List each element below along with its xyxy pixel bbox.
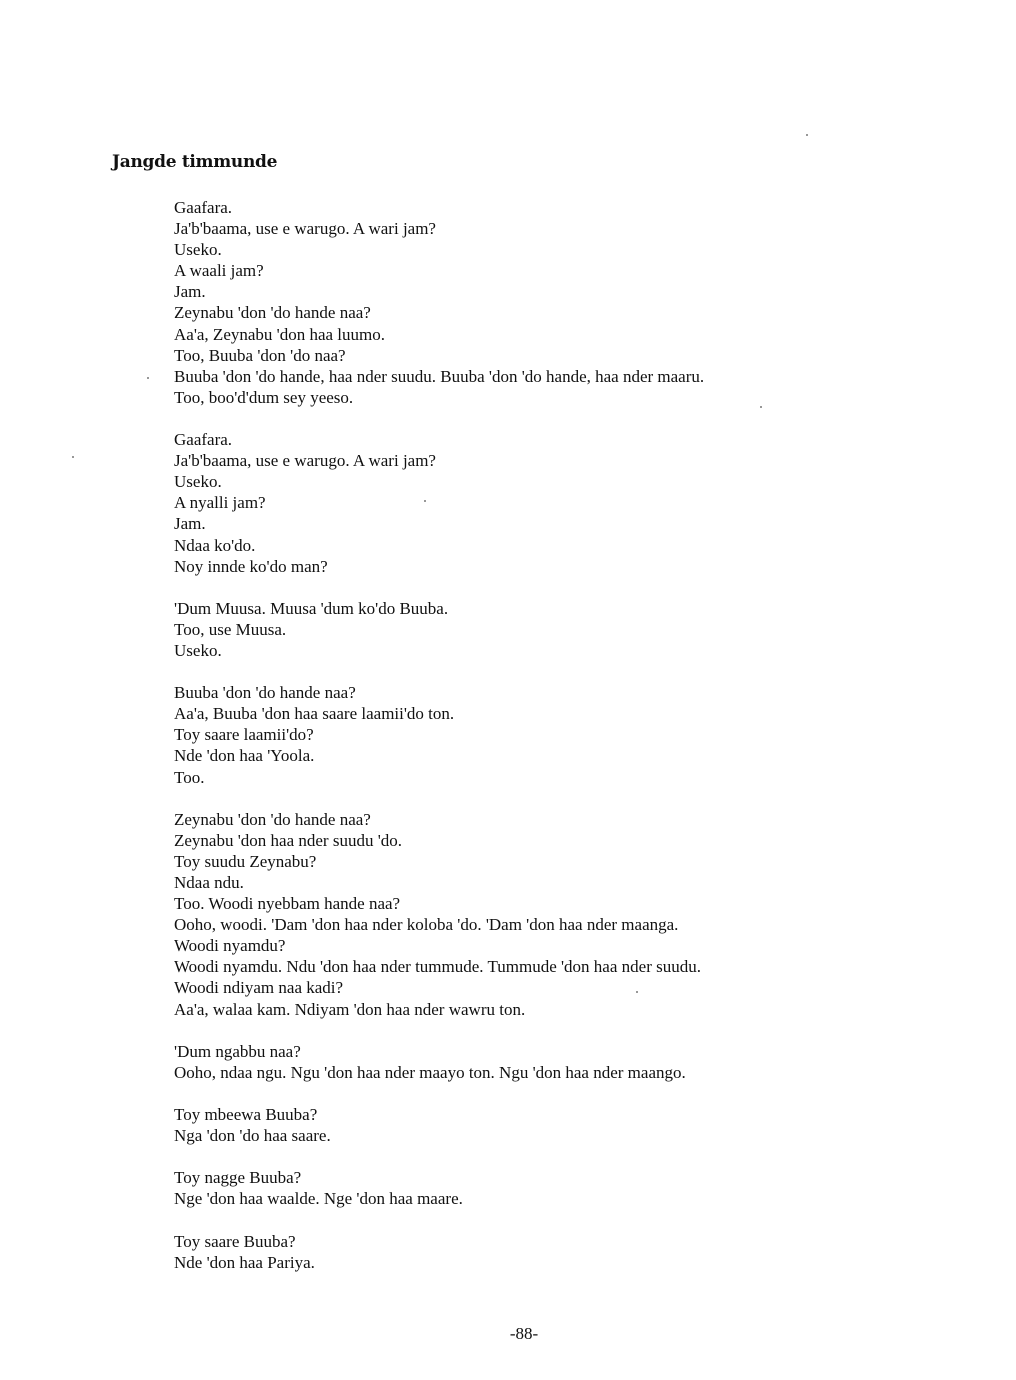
paragraph-gap [174,1210,954,1231]
dialogue-line: 'Dum Muusa. Muusa 'dum ko'do Buuba. [174,598,449,618]
dialogue-line: Zeynabu 'don haa nder suudu 'do. [174,830,403,850]
dialogue-line: Ja'b'baama, use e warugo. A wari jam? [174,219,436,239]
dialogue-line: Jam. [174,514,206,534]
paragraph-gap [174,408,954,429]
dialogue-line: Aa'a, Buuba 'don haa saare laamii'do ton. [174,704,455,724]
paragraph-gap [174,1020,954,1041]
dialogue-line: Nde 'don haa Pariya. [174,1252,315,1272]
paragraph-gap [174,661,954,682]
dialogue-line: Useko. [174,240,222,260]
scan-speck [636,991,638,993]
scan-speck [806,134,808,136]
paragraph-gap [174,577,954,598]
dialogue-line: Nga 'don 'do haa saare. [174,1126,331,1146]
dialogue-line: Gaafara. [174,430,233,450]
dialogue-line: Aa'a, walaa kam. Ndiyam 'don haa nder wawru ton. [174,999,526,1019]
dialogue-line: Nde 'don haa 'Yoola. [174,746,315,766]
dialogue-line: Toy mbeewa Buuba? [174,1105,318,1125]
page-number: -88- [509,1324,539,1343]
dialogue-line: Ja'b'baama, use e warugo. A wari jam? [174,451,436,471]
dialogue-line: Toy suudu Zeynabu? [174,851,317,871]
dialogue-line: Nge 'don haa waalde. Nge 'don haa maare. [174,1189,463,1209]
scan-speck [760,406,762,408]
dialogue-line: Useko. [174,472,222,492]
dialogue-line: 'Dum ngabbu naa? [174,1041,301,1061]
scan-speck [72,456,74,458]
dialogue-line: Gaafara. [174,198,233,217]
section-heading: Jangde timmunde [112,152,278,172]
dialogue-line: Toy nagge Buuba? [174,1168,302,1188]
dialogue-line: A waali jam? [174,261,264,281]
dialogue-line: Toy saare laamii'do? [174,725,314,745]
dialogue-line: Buuba 'don 'do hande naa? [174,683,356,703]
dialogue-line: Toy saare Buuba? [174,1231,296,1251]
scan-speck [147,377,149,379]
dialogue-line: Ooho, woodi. 'Dam 'don haa nder koloba 'do. 'Dam 'don haa nder maanga. [174,915,679,935]
dialogue-line: Woodi nyamdu. Ndu 'don haa nder tummude. Tummude 'don haa nder suudu. [174,957,701,977]
dialogue-line: Useko. [174,640,222,660]
dialogue-line: Too. [174,767,205,787]
scan-speck [424,500,426,502]
dialogue-line: Too, Buuba 'don 'do naa? [174,345,346,365]
dialogue-line: Aa'a, Zeynabu 'don haa luumo. [174,324,386,344]
dialogue-line: Buuba 'don 'do hande, haa nder suudu. Buuba 'don 'do hande, haa nder maaru. [174,366,705,386]
dialogue-line: Too, boo'd'dum sey yeeso. [174,387,354,407]
dialogue-line: Ooho, ndaa ngu. Ngu 'don haa nder maayo ton. Ngu 'don haa nder maango. [174,1062,686,1082]
dialogue-line: A nyalli jam? [174,493,266,513]
dialogue-line: Noy innde ko'do man? [174,556,328,576]
dialogue-line: Ndaa ndu. [174,873,244,892]
dialogue-line: Zeynabu 'don 'do hande naa? [174,809,371,829]
paragraph-gap [174,1146,954,1167]
dialogue-text [174,197,954,1273]
dialogue-line: Zeynabu 'don 'do hande naa? [174,303,371,323]
paragraph-gap [174,1083,954,1104]
dialogue-line: Too. Woodi nyebbam hande naa? [174,894,401,914]
dialogue-line: Too, use Muusa. [174,619,287,639]
paragraph-gap [174,788,954,809]
dialogue-line: Jam. [174,282,206,302]
dialogue-line: Woodi nyamdu? [174,936,286,956]
dialogue-line: Woodi ndiyam naa kadi? [174,978,344,998]
dialogue-line: Ndaa ko'do. [174,535,256,555]
